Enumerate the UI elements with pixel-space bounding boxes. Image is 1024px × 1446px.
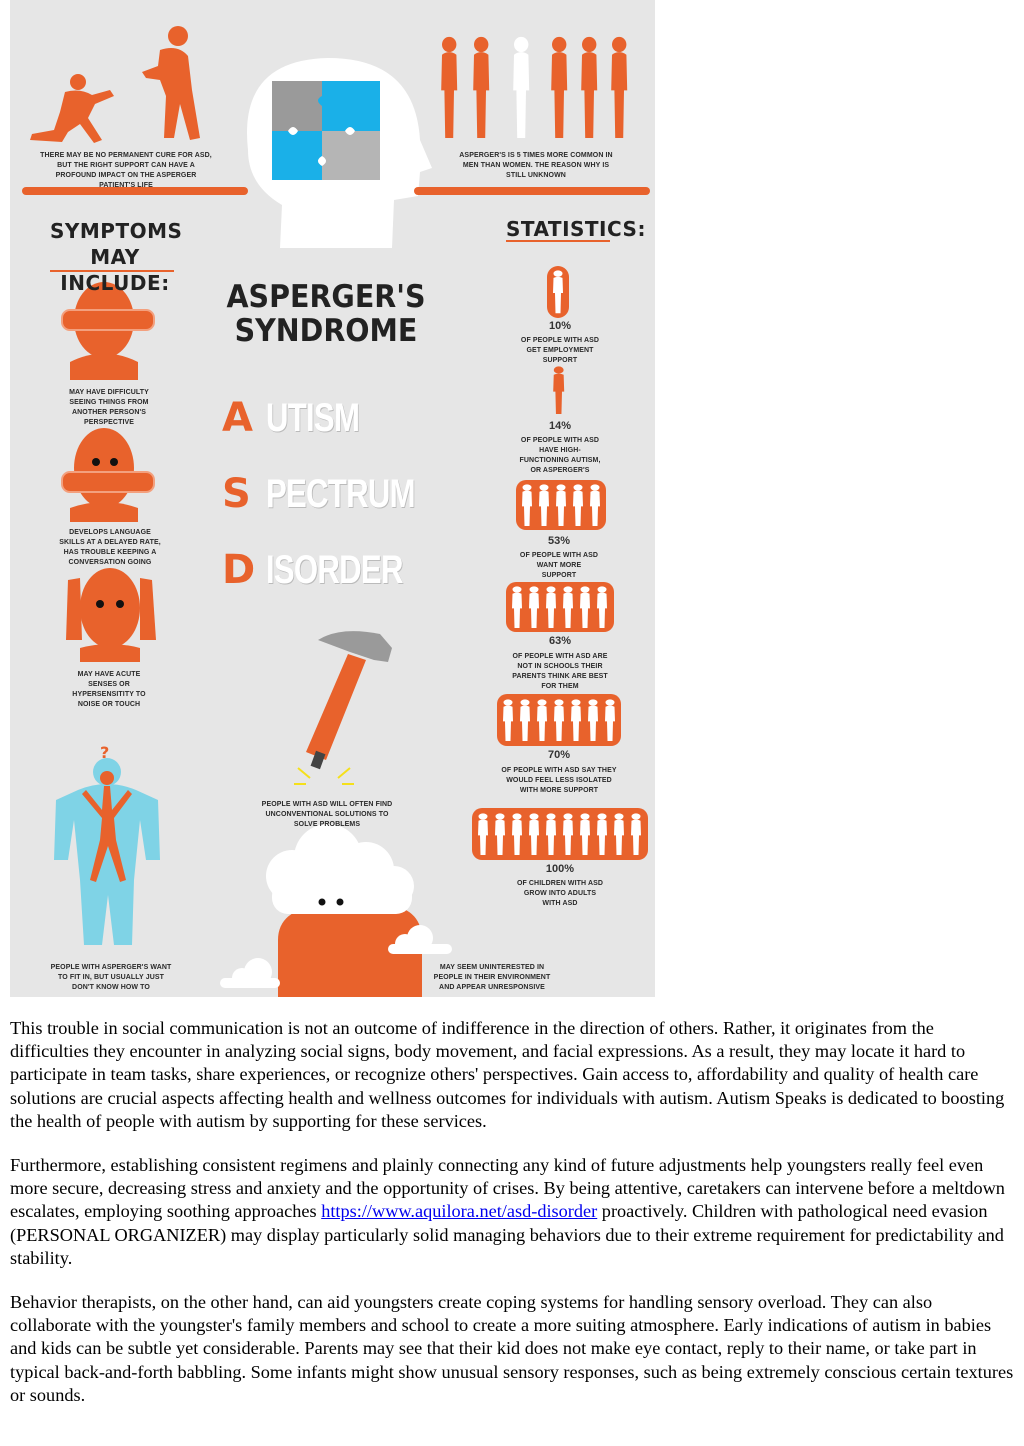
asd-letter-d: D [222,547,256,593]
stat-70-icon [497,694,621,746]
question-mark-icon: ? [100,743,110,762]
stat-14-icon [553,366,564,414]
symptom-caption: MAY HAVE ACUTE SENSES OR HYPERSENSITITY TO NOISE OR TOUCH [72,671,146,708]
asd-word-a: UTISM [266,396,360,440]
asd-word-d: ISORDER [266,548,403,592]
stat-10-icon [547,266,569,318]
stat-percent: 10% [548,320,572,332]
asd-infographic [10,0,655,997]
stat-percent: 70% [547,749,571,761]
cloud-head-illustration [220,824,452,997]
face-hands-eyes-icon [62,282,154,380]
right-divider [414,187,650,195]
article-paragraph: Behavior therapists, on the other hand, can aid youngsters create coping systems for handling sensory overload. They can also collaborate with the youngster's family members and school to create a more suiting atmosphere. Early indications of autism in babies and kids can be subtle yet considerable. Parents may see that their kid does not make eye contact, reply to their name, or take part in typical back-and-forth babbling. Some infants might show unusual sensory responses, such as being extremely conscious certain textures or sounds. [10,1292,1014,1405]
muscular-figure-illustration [54,758,160,945]
asd-letter-a: A [222,395,253,441]
hammer-icon [294,631,392,784]
face-hands-ears-icon [66,568,156,662]
stat-label: OF PEOPLE WITH ASD SAY THEY WOULD FEEL LESS ISOLATED WITH MORE SUPPORT [501,767,617,794]
stat-63-icon [506,582,614,632]
stat-label: OF PEOPLE WITH ASD ARE NOT IN SCHOOLS THEIR PARENTS THINK ARE BEST FOR THEM [512,653,608,690]
helping-figures-illustration [30,26,200,143]
title-line1: ASPERGER'S [226,279,426,315]
stat-label: OF PEOPLE WITH ASD HAVE HIGH-FUNCTIONING AUTISM, OR ASPERGER'S [519,437,601,474]
symptoms-heading-line2: MAY INCLUDE: [60,245,170,295]
stat-percent: 63% [548,635,572,647]
article-paragraph [10,1154,1016,1270]
stat-53-icon [516,480,606,530]
top-right-caption: ASPERGER'S IS 5 TIMES MORE COMMON IN MEN THAN WOMEN. THE REASON WHY IS STILL UNKNOWN [459,152,613,179]
paragraph-text: Furthermore, establishing consistent regimens and plainly connecting any kind of future adjustments help youngsters really feel even more secure, decreasing stress and anxiety and the opportunity of crises. By being attentive, caretakers can intervene before a meltdown escalates, employing soothing approaches [10,1155,1005,1222]
stat-percent: 14% [548,420,572,432]
hammer-caption: PEOPLE WITH ASD WILL OFTEN FIND UNCONVENTIONAL SOLUTIONS TO SOLVE PROBLEMS [261,801,393,828]
article-paragraph: This trouble in social communication is not an outcome of indifference in the direction of others. Rather, it originates from the difficulties they encounter in analyzing social signs, body movement, and facial expressions. As a result, they may locate it hard to participate in team tasks, share experiences, or recognize others' perspectives. Gain access to, affordability and quality of health care solutions are crucial aspects affecting health and wellness outcomes for individuals with autism. Autism Speaks is dedicated to boosting the health of people with autism by supporting for these services. [10,1018,1005,1131]
face-hands-mouth-icon [62,428,154,522]
article-body [10,1017,1016,1428]
symptom-caption: PEOPLE WITH ASPERGER'S WANT TO FIT IN, BUT USUALLY JUST DON'T KNOW HOW TO [50,964,172,991]
symptom-caption: DEVELOPS LANGUAGE SKILLS AT A DELAYED RATE, HAS TROUBLE KEEPING A CONVERSATION GOING [59,529,161,566]
stat-100-icon [472,808,648,860]
symptom-caption: MAY HAVE DIFFICULTY SEEING THINGS FROM ANOTHER PERSON'S PERSPECTIVE [69,389,149,426]
stat-label: OF PEOPLE WITH ASD GET EMPLOYMENT SUPPORT [520,337,600,364]
stat-percent: 53% [547,535,571,547]
cloud-caption: MAY SEEM UNINTERESTED IN PEOPLE IN THEIR ENVIRONMENT AND APPEAR UNRESPONSIVE [433,964,551,991]
page-title [216,280,437,348]
asd-disorder-link[interactable]: https://www.aquilora.net/asd-disorder [321,1201,598,1222]
paragraph-text: proactively. Children with pathological need evasion (PERSONAL ORGANIZER) may display particularly solid managing behaviors due to their extreme requirement for predictability and stability. [10,1201,1004,1268]
asd-letter-s: S [222,471,251,517]
men-vs-women-figures [441,37,627,138]
asd-word-s: PECTRUM [266,472,415,516]
stat-label: OF PEOPLE WITH ASD WANT MORE SUPPORT [519,552,599,579]
title-line2: SYNDROME [234,313,418,349]
symptoms-heading-line1: SYMPTOMS [50,219,183,243]
statistics-heading: STATISTICS: [506,217,646,241]
stat-label: OF CHILDREN WITH ASD GROW INTO ADULTS WITH ASD [516,880,604,907]
head-puzzle-illustration [247,58,432,248]
symptoms-heading [50,218,183,296]
stat-percent: 100% [545,863,575,875]
top-left-caption: THERE MAY BE NO PERMANENT CURE FOR ASD, BUT THE RIGHT SUPPORT CAN HAVE A PROFOUND IMPACT ON THE ASPERGER PATIENT'S LIFE [40,152,212,189]
